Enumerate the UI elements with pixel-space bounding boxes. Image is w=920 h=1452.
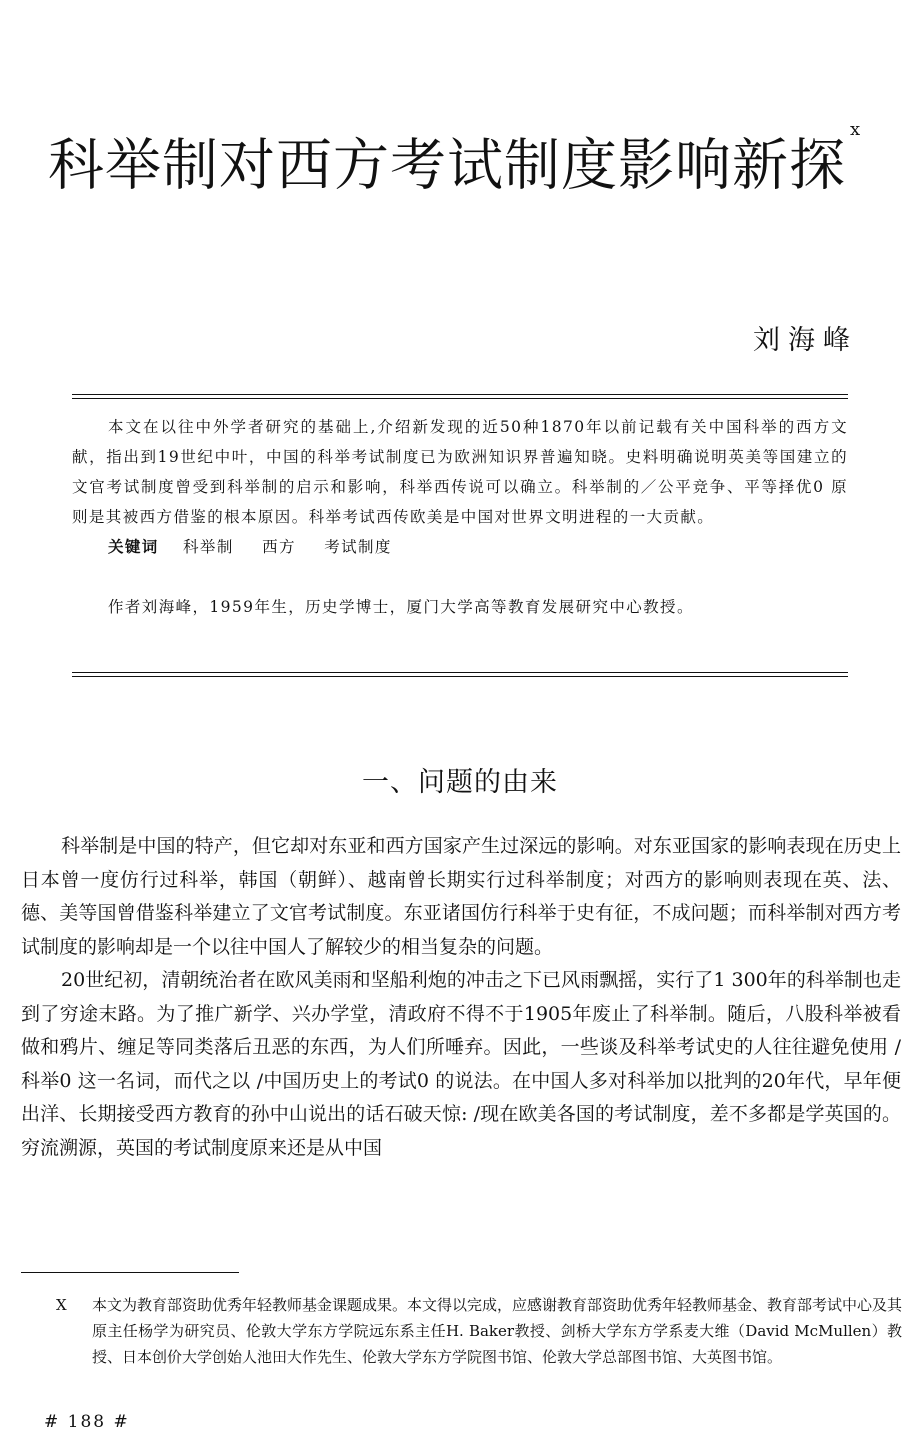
body-text xyxy=(21,830,901,1165)
footnote-mark: X xyxy=(56,1296,67,1314)
footnote xyxy=(56,1292,902,1370)
keyword: 考试制度 xyxy=(324,538,392,556)
footnote-rule xyxy=(21,1272,239,1273)
abstract-top-rule-inner xyxy=(72,398,848,399)
paper-title: 科举制对西方考试制度影响新探$^x$ xyxy=(48,119,862,199)
abstract-top-rule xyxy=(72,394,848,395)
author-info: 作者刘海峰，1959年生，历史学博士，厦门大学高等教育发展研究中心教授。 xyxy=(108,598,694,616)
abstract-bottom-rule-inner xyxy=(72,676,848,677)
title-footnote-mark: x xyxy=(850,119,862,140)
paragraph: 科举制是中国的特产，但它却对东亚和西方国家产生过深远的影响。对东亚国家的影响表现在历史上日本曾一度仿行过科举，韩国（朝鲜）、越南曾长期实行过科举制度；对西方的影响则表现在英、法、德、美等国曾借鉴科举建立了文官考试制度。东亚诸国仿行科举于史有征，不成问题；而科举制对西方考试制度的影响却是一个以往中国人了解较少的相当复杂的问题。 xyxy=(21,835,901,958)
page-number: # 188 # xyxy=(44,1412,130,1432)
abstract-text: 本文在以往中外学者研究的基础上,介绍新发现的近50种1870年以前记载有关中国科举的西方文献，指出到19世纪中叶，中国的科举考试制度已为欧洲知识界普遍知晓。史料明确说明英美等国建立的文官考试制度曾受到科举制的启示和影响，科举西传说可以确立。科举制的／公平竞争、平等择优0 原则是其被西方借鉴的根本原因。科举考试西传欧美是中国对世界文明进程的一大贡献。 xyxy=(72,418,848,526)
abstract-bottom-rule xyxy=(72,672,848,673)
abstract-block xyxy=(72,412,848,622)
section-heading: 一、问题的由来 xyxy=(362,767,558,798)
paragraph: 20世纪初，清朝统治者在欧风美雨和坚船利炮的冲击之下已风雨飘摇，实行了1 300年的科举制也走到了穷途末路。为了推广新学、兴办学堂，清政府不得不于1905年废止了科举制。随后，八股科举被看做和鸦片、缠足等同类落后丑恶的东西，为人们所唾弃。因此，一些谈及科举考试史的人往往避免使用 /科举0 这一名词，而代之以 /中国历史上的考试0 的说法。在中国人多对科举加以批判的20年代，早年便出洋、长期接受西方教育的孙中山说出的话石破天惊: /现在欧美各国的考试制度，差不多都是学英国的。穷流溯源，英国的考试制度原来还是从中国 xyxy=(21,969,901,1159)
keyword: 科举制 xyxy=(183,538,234,556)
keywords-line xyxy=(72,532,848,562)
footnote-text: 本文为教育部资助优秀年轻教师基金课题成果。本文得以完成，应感谢教育部资助优秀年轻教师基金、教育部考试中心及其原主任杨学为研究员、伦敦大学东方学院远东系主任H. Baker教授、剑桥大学东方学系麦大维（David McMullen）教授、日本创价大学创始人池田大作先生、伦敦大学东方学院图书馆、伦敦大学总部图书馆、大英图书馆。 xyxy=(92,1296,903,1366)
keywords-label: 关键词 xyxy=(108,538,159,556)
keyword: 西方 xyxy=(262,538,296,556)
author-name: 刘海峰 xyxy=(753,325,858,356)
